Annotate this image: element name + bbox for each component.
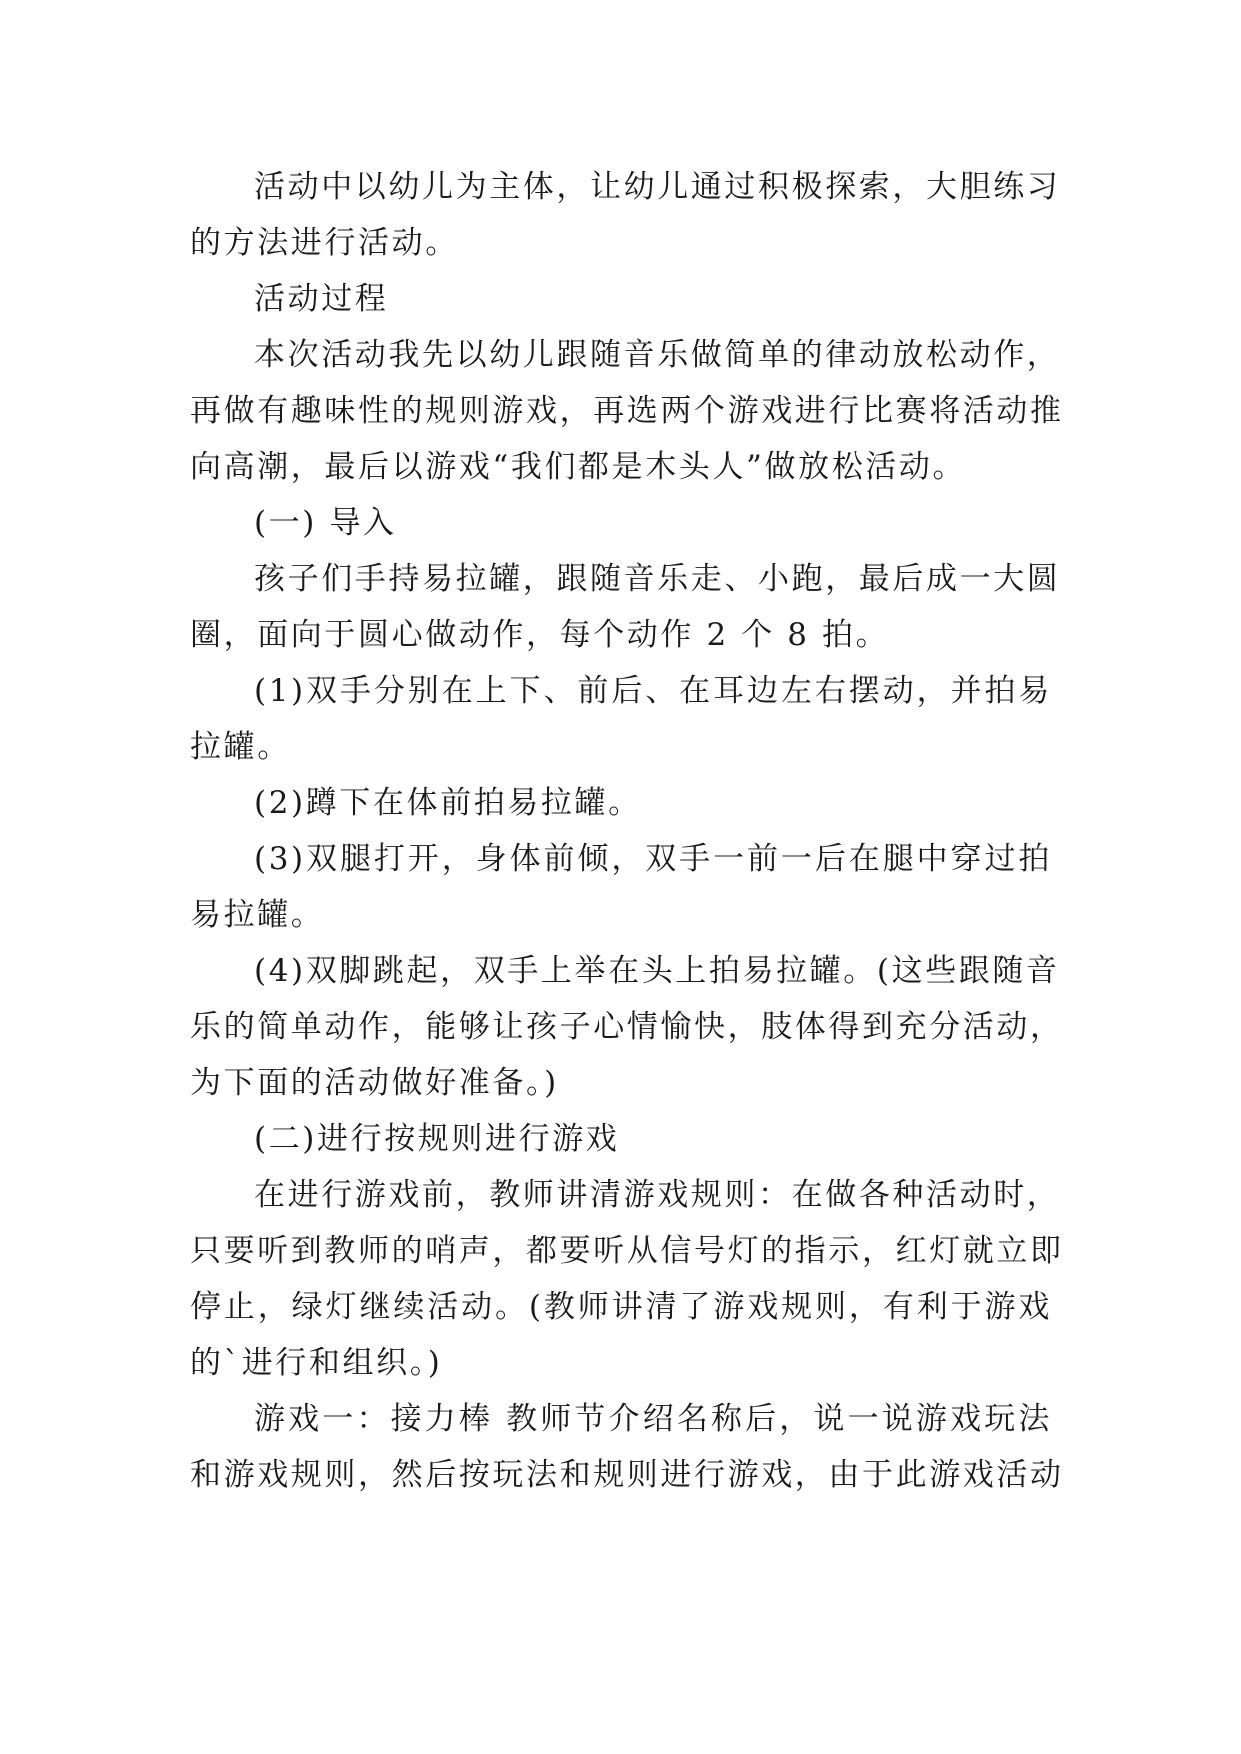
text-line: 为下面的活动做好准备。) — [190, 1065, 559, 1101]
text-line: 本次活动我先以幼儿跟随音乐做简单的律动放松动作， — [254, 337, 1061, 373]
text-line: 拉罐。 — [190, 729, 291, 765]
text-line: 和游戏规则，然后按玩法和规则进行游戏，由于此游戏活动 — [190, 1457, 1064, 1493]
list-item-text: (1)双手分别在上下、前后、在耳边左右摆动，并拍易 — [254, 673, 1052, 709]
list-item-text: (2)蹲下在体前拍易拉罐。 — [254, 785, 642, 821]
list-item-text: (4)双脚跳起，双手上举在头上拍易拉罐。(这些跟随音 — [254, 953, 1060, 989]
text-line: 在进行游戏前，教师讲清游戏规则：在做各种活动时， — [254, 1177, 1061, 1213]
list-item-text: (3)双腿打开，身体前倾，双手一前一后在腿中穿过拍 — [254, 841, 1052, 877]
section-heading: (二)进行按规则进行游戏 — [254, 1121, 620, 1157]
text-line: 游戏一：接力棒 教师节介绍名称后，说一说游戏玩法 — [254, 1401, 1052, 1437]
text-line: 活动中以幼儿为主体，让幼儿通过积极探索，大胆练习 — [254, 169, 1061, 205]
section-heading: 活动过程 — [254, 281, 389, 317]
text-line: 再做有趣味性的规则游戏，再选两个游戏进行比赛将活动推 — [190, 393, 1064, 429]
text-line: 向高潮，最后以游戏“我们都是木头人”做放松活动。 — [190, 449, 967, 485]
text-line: 圈，面向于圆心做动作，每个动作 2 个 8 拍。 — [190, 617, 890, 653]
text-line: 的方法进行活动。 — [190, 225, 459, 261]
text-line: 的`进行和组织。) — [190, 1345, 443, 1381]
text-line: 停止，绿灯继续活动。(教师讲清了游戏规则，有利于游戏 — [190, 1289, 1052, 1325]
section-heading: (一) 导入 — [254, 505, 397, 541]
text-line: 易拉罐。 — [190, 897, 325, 933]
text-line: 孩子们手持易拉罐，跟随音乐走、小跑，最后成一大圆 — [254, 561, 1061, 597]
text-line: 乐的简单动作，能够让孩子心情愉快，肢体得到充分活动， — [190, 1009, 1064, 1045]
text-line: 只要听到教师的哨声，都要听从信号灯的指示，红灯就立即 — [190, 1233, 1064, 1269]
